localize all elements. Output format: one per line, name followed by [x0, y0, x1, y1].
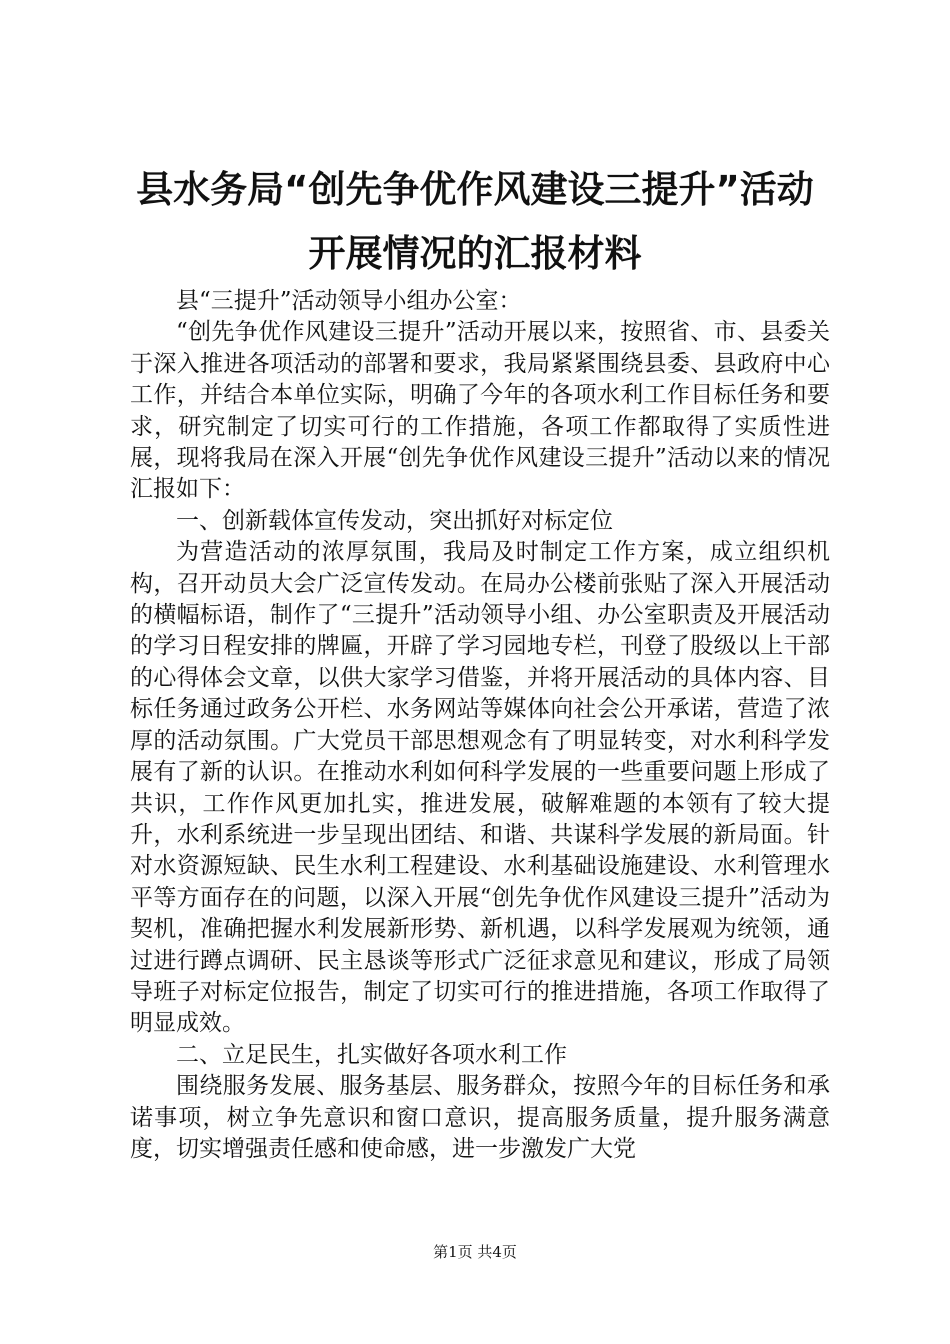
- section-2-paragraph: 围绕服务发展、服务基层、服务群众，按照今年的目标任务和承诺事项，树立争先意识和窗口意识，提高服务质量，提升服务满意度，切实增强责任感和使命感，进一步激发广大党: [130, 1073, 830, 1162]
- document-body: [130, 286, 830, 1165]
- document-title: 县水务局“创先争优作风建设三提升”活动开展情况的汇报材料: [136, 168, 814, 275]
- salutation: 县“三提升”活动领导小组办公室：: [176, 288, 522, 314]
- section-1-paragraph: 为营造活动的浓厚氛围，我局及时制定工作方案，成立组织机构，召开动员大会广泛宣传发动。在局办公楼前张贴了深入开展活动的横幅标语，制作了“三提升”活动领导小组、办公室职责及开展活动的学习日程安排的牌匾，开辟了学习园地专栏，刊登了股级以上干部的心得体会文章，以供大家学习借鉴，并将开展活动的具体内容、目标任务通过政务公开栏、水务网站等媒体向社会公开承诺，营造了浓厚的活动氛围。广大党员干部思想观念有了明显转变，对水利科学发展有了新的认识。在推动水利如何科学发展的一些重要问题上形成了共识，工作作风更加扎实，推进发展，破解难题的本领有了较大提升，水利系统进一步呈现出团结、和谐、共谋科学发展的新局面。针对水资源短缺、民生水利工程建设、水利基础设施建设、水利管理水平等方面存在的问题，以深入开展“创先争优作风建设三提升”活动为契机，准确把握水利发展新形势、新机遇，以科学发展观为统领，通过进行蹲点调研、民主恳谈等形式广泛征求意见和建议，形成了局领导班子对标定位报告，制定了切实可行的推进措施，各项工作取得了明显成效。: [130, 539, 830, 1037]
- section-heading-2: 二、立足民生，扎实做好各项水利工作: [176, 1041, 567, 1068]
- intro-paragraph: “创先争优作风建设三提升”活动开展以来，按照省、市、县委关于深入推进各项活动的部署和要求，我局紧紧围绕县委、县政府中心工作，并结合本单位实际，明确了今年的各项水利工作目标任务和要求，研究制定了切实可行的工作措施，各项工作都取得了实质性进展，现将我局在深入开展“创先争优作风建设三提升”活动以来的情况汇报如下：: [130, 319, 830, 503]
- section-heading-1: 一、创新载体宣传发动，突出抓好对标定位: [176, 507, 613, 534]
- page-number-footer: 第1页 共4页: [433, 1243, 517, 1261]
